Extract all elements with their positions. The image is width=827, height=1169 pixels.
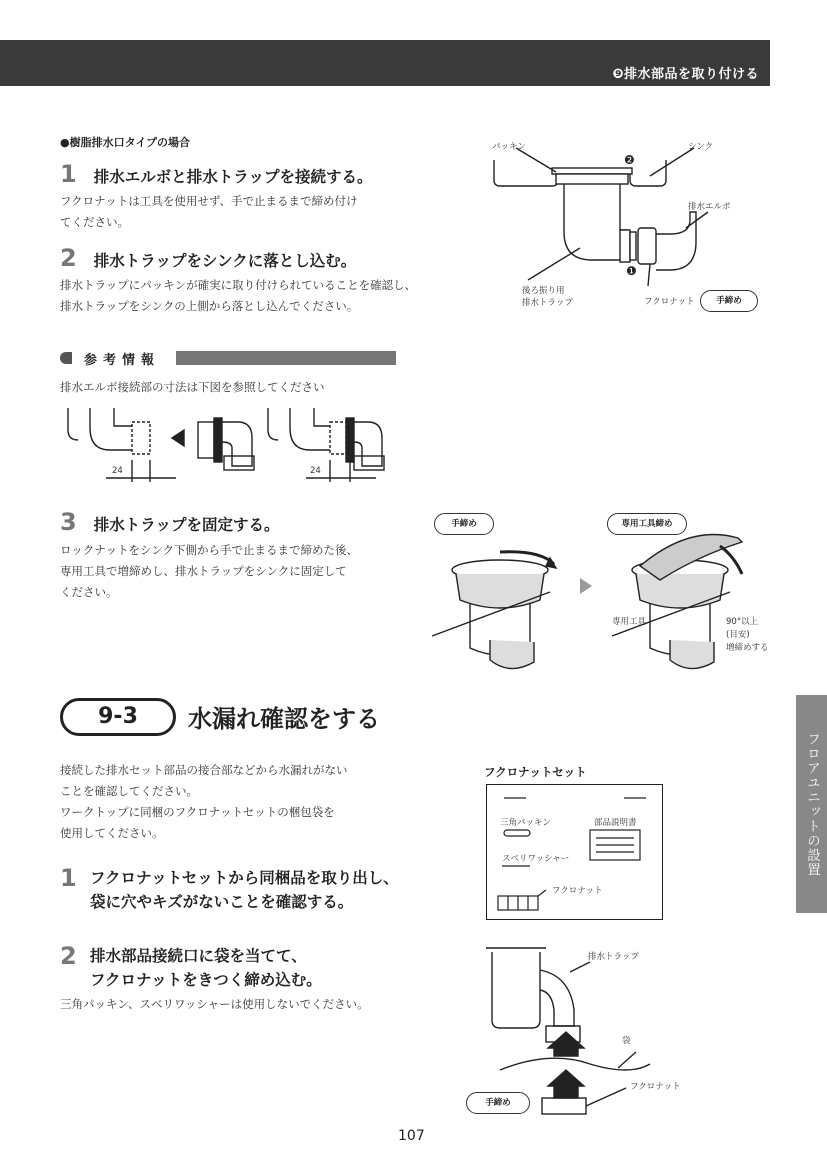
body-line: ロックナットをシンク下側から手で止まるまで締めた後、 <box>60 543 359 557</box>
info-tab-icon <box>60 352 72 364</box>
label-nut-bag: フクロナット <box>630 1082 681 1092</box>
step-number: 2 <box>60 244 77 272</box>
label-bag: 袋 <box>622 1036 631 1046</box>
step-title: 排水トラップを固定する。 <box>93 516 280 534</box>
subheading: ●樹脂排水口タイプの場合 <box>60 136 191 149</box>
body-line: フクロナットは工具を使用せず、手で止まるまで締め付け <box>60 194 358 208</box>
body-line: 接続した排水セット部品の接合部などから水漏れがない <box>60 763 348 777</box>
label-trap: 排水トラップ <box>588 952 639 962</box>
step-line: 排水部品接続口に袋を当てて、 <box>90 947 307 965</box>
info-header <box>60 348 396 368</box>
step2-body <box>60 275 416 317</box>
label-washer: スベリワッシャー <box>502 854 570 864</box>
hand-tighten-pill: 手締め <box>434 513 494 535</box>
label-tri-packing: 三角パッキン <box>500 818 551 828</box>
section2-intro <box>60 760 348 844</box>
page-number: 107 <box>398 1128 425 1144</box>
label-manual: 部品説明書 <box>594 818 637 828</box>
step1-body <box>60 191 358 233</box>
header-title: ❾排水部品を取り付ける <box>612 67 759 82</box>
body-line: 排水トラップをシンクの上側から落とし込んでください。 <box>60 299 359 313</box>
body-line: てください。 <box>60 215 129 229</box>
body-line: ワークトップに同梱のフクロナットセットの梱包袋を <box>60 805 335 819</box>
step3-body <box>60 540 358 603</box>
hand-tighten-pill: 手締め <box>700 290 758 312</box>
marker-1: ❶ <box>626 264 637 278</box>
body-line: ことを確認してください。 <box>60 784 198 798</box>
elbow-dimension-figure <box>60 400 400 495</box>
marker-2: ❷ <box>624 153 635 167</box>
step3 <box>60 510 280 537</box>
label-sink: シンク <box>688 142 714 152</box>
body-line: 専用工具で増締めし、排水トラップをシンクに固定して <box>60 564 347 578</box>
body-line: 排水トラップにパッキンが確実に取り付けられていることを確認し、 <box>60 278 417 292</box>
step-line: 袋に穴やキズがないことを確認する。 <box>90 893 354 911</box>
section-badge: 9-3 <box>60 698 176 736</box>
label-trap-line1: 後ろ振り用 <box>522 286 565 296</box>
step-number: 1 <box>60 864 77 892</box>
step-line: フクロナットセットから同梱品を取り出し、 <box>90 869 399 887</box>
label-elbow: 排水エルボ <box>688 202 731 212</box>
label-tool: 専用工具 <box>612 617 647 627</box>
body-line: 使用してください。 <box>60 826 164 840</box>
step1 <box>60 162 373 189</box>
side-tab: フロアユニットの設置 <box>796 695 827 913</box>
dim-label-1: 24 <box>112 466 123 476</box>
step2 <box>60 246 356 273</box>
label-packing: パッキン <box>492 142 526 152</box>
step-number: 2 <box>60 942 77 970</box>
step-title: 排水トラップをシンクに落とし込む。 <box>93 252 357 270</box>
label-angle-2: (目安) <box>726 630 750 640</box>
section-title: 水漏れ確認をする <box>188 705 380 733</box>
tightening-figure <box>430 530 800 680</box>
label-nut-set: フクロナット <box>552 886 603 896</box>
info-bar <box>176 351 396 365</box>
dim-label-2: 24 <box>310 466 321 476</box>
label-angle-1: 90°以上 <box>726 617 759 627</box>
label-trap-line2: 排水トラップ <box>522 298 573 308</box>
step-title: 排水エルボと排水トラップを接続する。 <box>93 168 373 186</box>
body-line: ください。 <box>60 585 118 599</box>
label-angle-3: 増締めする <box>726 643 769 653</box>
info-text: 排水エルボ接続部の寸法は下図を参照してください <box>60 380 325 394</box>
nut-set-title: フクロナットセット <box>484 765 587 779</box>
step-number: 1 <box>60 160 77 188</box>
step-line: フクロナットをきつく締め込む。 <box>90 971 322 989</box>
tool-tighten-pill: 専用工具締め <box>607 513 687 535</box>
hand-tighten-pill: 手締め <box>466 1092 530 1114</box>
step-number: 3 <box>60 508 77 536</box>
label-nut: フクロナット <box>644 297 695 307</box>
step2-note: 三角パッキン、スベリワッシャーは使用しないでください。 <box>60 997 369 1011</box>
info-title: 参考情報 <box>84 353 161 368</box>
